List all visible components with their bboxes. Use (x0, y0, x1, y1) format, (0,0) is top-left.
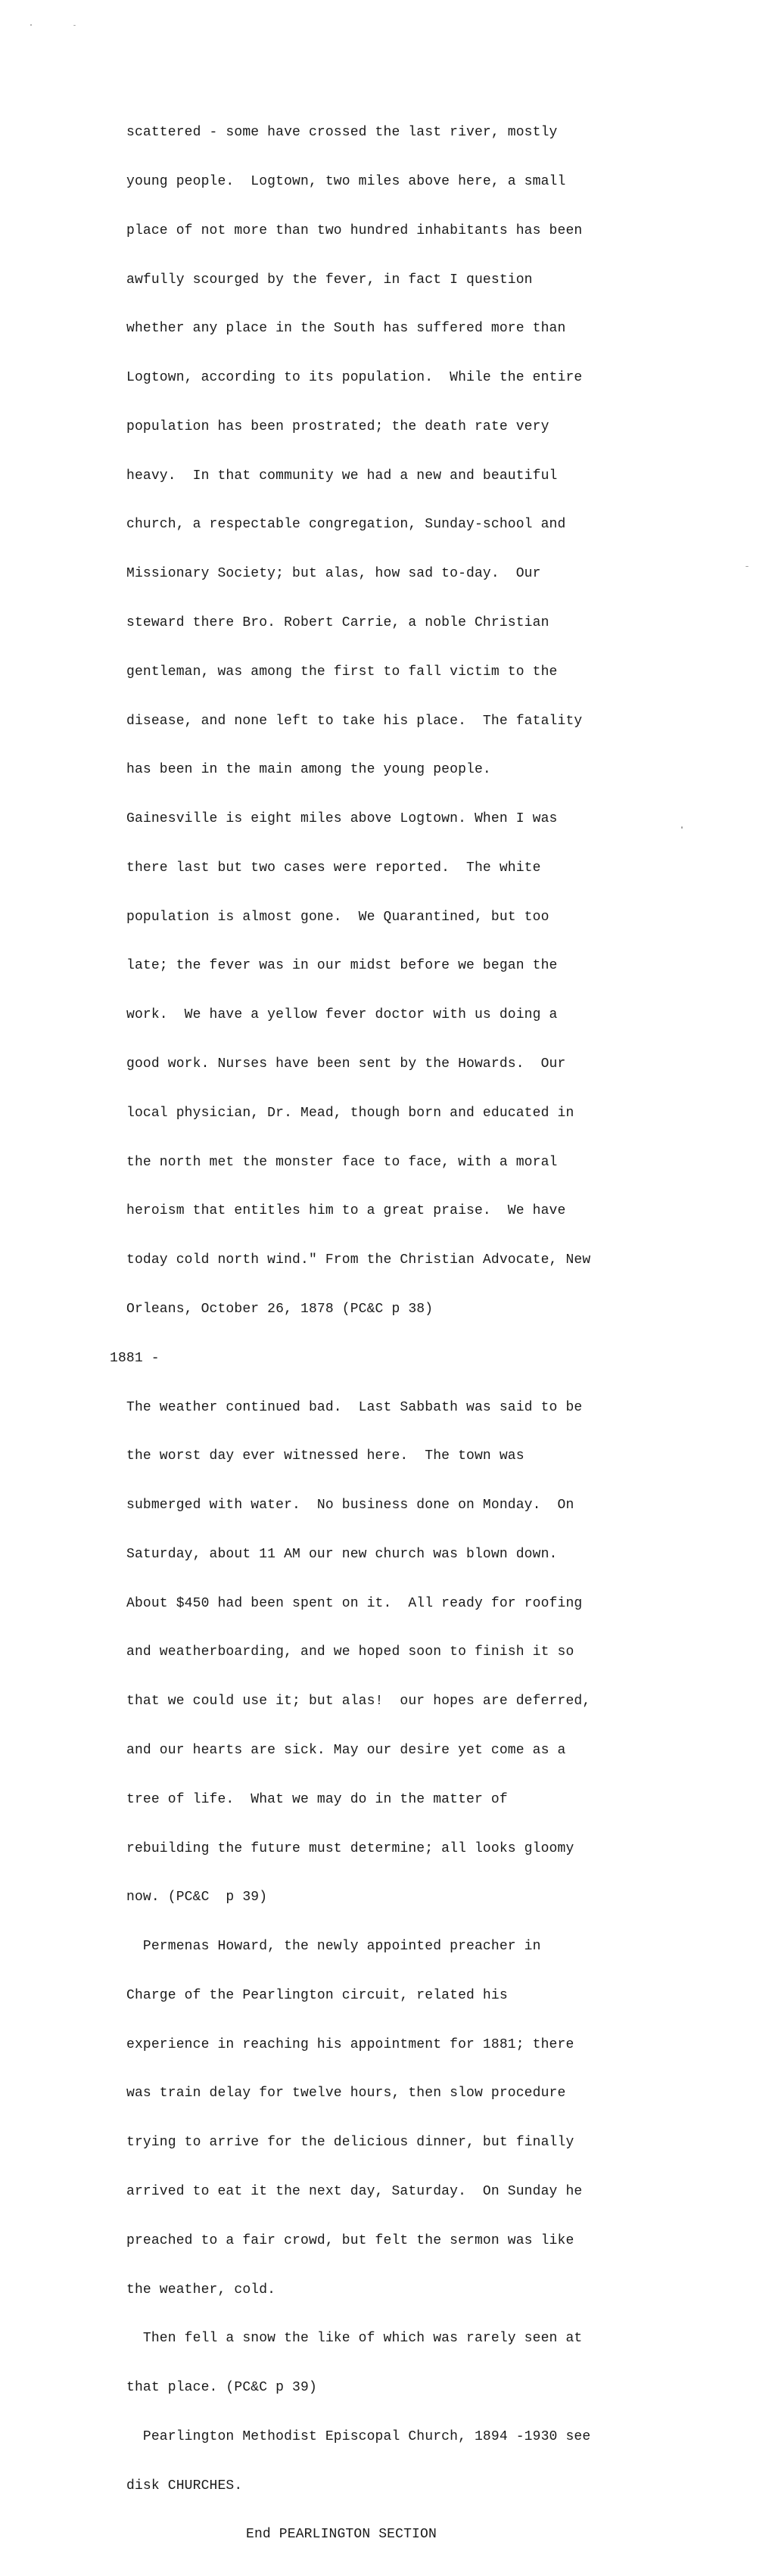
text-line: young people. Logtown, two miles above here, a small (126, 173, 566, 189)
text-line: place of not more than two hundred inhabitants has been (126, 222, 583, 238)
text-line: there last but two cases were reported. The white (126, 860, 541, 876)
text-line: Orleans, October 26, 1878 (PC&C p 38) (126, 1301, 434, 1317)
text-line: was train delay for twelve hours, then slow procedure (126, 2086, 566, 2102)
text-line: About $450 had been spent on it. All ready for roofing (126, 1595, 583, 1611)
text-line: the worst day ever witnessed here. The town was (126, 1448, 525, 1464)
text-line: heavy. In that community we had a new and beautiful (126, 468, 558, 484)
text-line: the weather, cold. (126, 2282, 276, 2298)
document-body (110, 92, 670, 2576)
text-line: Saturday, about 11 AM our new church was blown down. (126, 1546, 558, 1562)
text-line: and weatherboarding, and we hoped soon to finish it so (126, 1644, 574, 1660)
text-line: awfully scourged by the fever, in fact I question (126, 272, 533, 288)
text-line: steward there Bro. Robert Carrie, a noble Christian (126, 615, 549, 630)
text-line: arrived to eat it the next day, Saturday. On Sunday he (126, 2184, 583, 2199)
text-line: church, a respectable congregation, Sunday-school and (126, 517, 566, 533)
text-line: Permenas Howard, the newly appointed preacher in (126, 1939, 541, 1955)
scan-speck (681, 826, 683, 829)
text-line: experience in reaching his appointment for 1881; there (126, 2036, 574, 2052)
text-line: that we could use it; but alas! our hopes are deferred, (126, 1694, 591, 1710)
text-line: preached to a fair crowd, but felt the sermon was like (126, 2232, 574, 2248)
scan-speck (30, 24, 32, 26)
text-line: Gainesville is eight miles above Logtown. When I was (126, 811, 558, 827)
text-line: Charge of the Pearlington circuit, related his (126, 1987, 508, 2003)
text-line: scattered - some have crossed the last river, mostly (126, 125, 558, 141)
text-line: that place. (PC&C p 39) (126, 2380, 317, 2396)
text-line: good work. Nurses have been sent by the Howards. Our (126, 1056, 566, 1072)
text-line: tree of life. What we may do in the matter of (126, 1791, 508, 1807)
text-line: Missionary Society; but alas, how sad to-day. Our (126, 566, 541, 582)
text-line: rebuilding the future must determine; all looks gloomy (126, 1840, 574, 1856)
text-line: has been in the main among the young people. (126, 762, 491, 778)
text-line: whether any place in the South has suffered more than (126, 321, 566, 337)
scan-speck (73, 25, 76, 26)
text-line: heroism that entitles him to a great praise. We have (126, 1203, 566, 1219)
text-line: disk CHURCHES. (126, 2478, 243, 2494)
text-line: now. (PC&C p 39) (126, 1890, 268, 1906)
year-heading: 1881 - (110, 1350, 160, 1366)
text-line: The weather continued bad. Last Sabbath was said to be (126, 1399, 583, 1415)
text-line: submerged with water. No business done on Monday. On (126, 1498, 574, 1514)
text-line: trying to arrive for the delicious dinner, but finally (126, 2135, 574, 2151)
text-line: Then fell a snow the like of which was rarely seen at (126, 2331, 583, 2347)
text-line: Logtown, according to its population. While the entire (126, 370, 583, 386)
text-line: late; the fever was in our midst before we began the (126, 958, 558, 974)
text-line: population has been prostrated; the death rate very (126, 418, 549, 434)
text-line: and our hearts are sick. May our desire yet come as a (126, 1742, 566, 1758)
scan-speck (746, 566, 749, 567)
text-line: work. We have a yellow fever doctor with us doing a (126, 1007, 558, 1023)
text-line: local physician, Dr. Mead, though born and educated in (126, 1105, 574, 1121)
text-line: Pearlington Methodist Episcopal Church, 1894 -1930 see (126, 2428, 591, 2444)
text-line: today cold north wind." From the Christian Advocate, New (126, 1252, 591, 1268)
text-line: disease, and none left to take his place. The fatality (126, 713, 583, 729)
text-line: gentleman, was among the first to fall victim to the (126, 664, 558, 680)
text-line: the north met the monster face to face, with a moral (126, 1154, 558, 1170)
section-end-label: End PEARLINGTON SECTION (246, 2527, 437, 2543)
text-line: population is almost gone. We Quarantined, but too (126, 909, 549, 925)
